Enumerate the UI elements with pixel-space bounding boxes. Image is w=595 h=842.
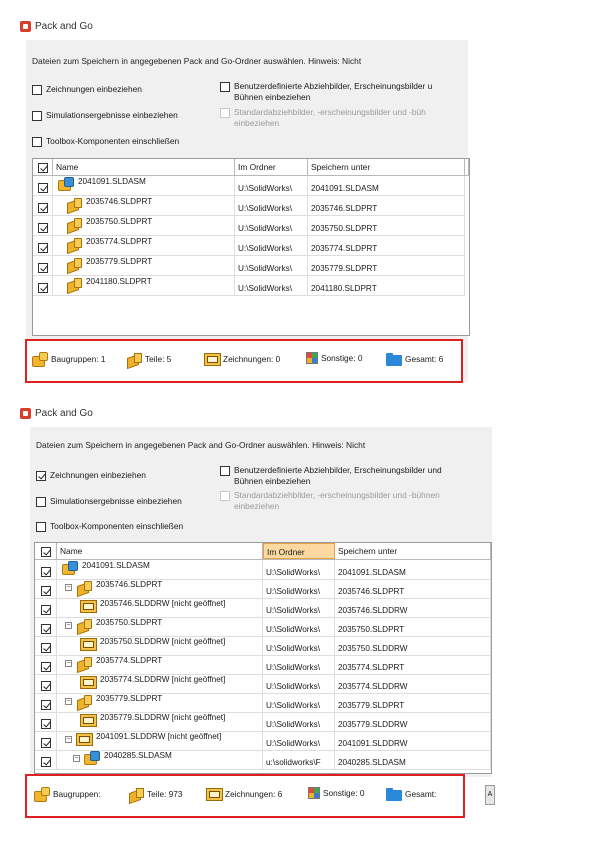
row-folder: U:\SolidWorks\ xyxy=(235,176,308,195)
select-all-checkbox[interactable] xyxy=(41,547,51,557)
table-row[interactable] xyxy=(35,750,491,770)
include-simulation-label: Simulationsergebnisse einbeziehen xyxy=(50,496,182,506)
row-name: 2041091.SLDDRW [nicht geöffnet] xyxy=(96,732,222,741)
row-name: 2041180.SLDPRT xyxy=(86,277,152,286)
row-name-cell xyxy=(57,560,263,579)
solidworks-app-icon xyxy=(20,21,31,32)
row-name: 2041091.SLDASM xyxy=(78,177,146,186)
row-check-cell xyxy=(33,176,53,195)
collapse-toggle[interactable]: − xyxy=(66,736,71,743)
row-checkbox[interactable] xyxy=(41,605,51,615)
drawing-icon xyxy=(75,732,93,746)
row-name: 2035774.SLDPRT xyxy=(86,237,153,246)
table-row[interactable] xyxy=(35,712,491,732)
row-save-as: 2041091.SLDASM xyxy=(308,176,465,195)
include-simulation-option[interactable] xyxy=(36,496,182,507)
parts-count xyxy=(125,351,171,367)
row-folder: U:\SolidWorks\ xyxy=(235,256,308,275)
row-check-cell xyxy=(35,655,57,674)
row-name: 2035750.SLDPRT xyxy=(86,217,153,226)
row-folder: U:\SolidWorks\ xyxy=(235,236,308,255)
include-drawings-label: Zeichnungen einbeziehen xyxy=(50,470,146,480)
hint-text: Dateien zum Speichern in angegebenen Pack and Go-Ordner auswählen. Hinweis: Nicht xyxy=(36,440,366,450)
column-in-folder[interactable]: Im Ordner xyxy=(263,543,335,559)
total-count-text: Gesamt: xyxy=(405,789,437,799)
status-summary-bar xyxy=(25,339,463,383)
row-checkbox[interactable] xyxy=(41,681,51,691)
column-extra[interactable] xyxy=(465,159,469,175)
pack-and-go-panel-2 xyxy=(0,395,595,842)
include-toolbox-option[interactable] xyxy=(32,136,179,147)
row-name: 2035746.SLDPRT xyxy=(96,580,163,589)
collapse-toggle[interactable]: − xyxy=(74,755,79,762)
include-standard-decals-label xyxy=(234,490,440,512)
table-header xyxy=(35,543,491,560)
column-name[interactable]: Name xyxy=(57,543,263,559)
include-standard-decals-option xyxy=(220,490,440,512)
drawings-count xyxy=(203,351,280,367)
row-name: 2035779.SLDDRW [nicht geöffnet] xyxy=(100,713,226,722)
part-icon xyxy=(125,351,143,367)
assembly-icon xyxy=(31,351,49,367)
row-folder: U:\SolidWorks\ xyxy=(263,598,335,617)
part-icon xyxy=(65,197,83,211)
standard-decals-line-1: Standardabziehbilder, -erscheinungsbilder und -büh xyxy=(234,107,426,117)
row-checkbox[interactable] xyxy=(38,263,48,273)
part-icon xyxy=(75,580,93,594)
table-row[interactable] xyxy=(35,693,491,713)
dialog-body xyxy=(30,427,492,777)
window-titlebar xyxy=(20,18,93,34)
row-checkbox[interactable] xyxy=(38,223,48,233)
include-toolbox-checkbox[interactable] xyxy=(32,137,42,147)
assembly-icon xyxy=(33,786,51,802)
drawing-icon xyxy=(79,675,97,689)
row-folder: U:\SolidWorks\ xyxy=(263,693,335,712)
drawing-icon xyxy=(79,637,97,651)
row-name-cell xyxy=(53,216,235,235)
row-save-as: 2040285.SLDASM xyxy=(335,750,491,769)
row-checkbox[interactable] xyxy=(41,662,51,672)
other-files-icon xyxy=(307,786,321,800)
assemblies-count xyxy=(31,351,105,367)
row-check-cell xyxy=(35,731,57,750)
table-row[interactable] xyxy=(35,560,491,580)
row-name-cell xyxy=(57,655,263,674)
standard-decals-line-1: Standardabziehbilder, -erscheinungsbilder und -bühnen xyxy=(234,490,440,500)
row-save-as: 2035774.SLDDRW xyxy=(335,674,491,693)
include-drawings-checkbox[interactable] xyxy=(36,471,46,481)
parts-count-text: Teile: 973 xyxy=(147,789,183,799)
row-name-cell xyxy=(57,579,263,598)
row-name-cell xyxy=(57,731,263,750)
table-row[interactable] xyxy=(35,674,491,694)
row-name-cell xyxy=(57,617,263,636)
row-name: 2035774.SLDPRT xyxy=(96,656,163,665)
row-name-cell xyxy=(53,256,235,275)
row-name-cell xyxy=(57,750,263,769)
row-checkbox[interactable] xyxy=(41,643,51,653)
row-check-cell xyxy=(33,256,53,275)
row-name-cell xyxy=(53,176,235,195)
row-save-as: 2035750.SLDPRT xyxy=(308,216,465,235)
table-header xyxy=(33,159,469,176)
total-count xyxy=(385,786,436,802)
drawing-icon xyxy=(203,351,221,367)
row-folder: U:\SolidWorks\ xyxy=(235,276,308,295)
row-name: 2040285.SLDASM xyxy=(104,751,172,760)
collapse-toggle[interactable]: − xyxy=(66,622,71,629)
table-row[interactable] xyxy=(35,598,491,618)
table-row[interactable] xyxy=(33,196,465,216)
row-checkbox[interactable] xyxy=(38,183,48,193)
column-name[interactable]: Name xyxy=(53,159,235,175)
include-toolbox-label: Toolbox-Komponenten einschließen xyxy=(46,136,180,146)
drawing-icon xyxy=(79,599,97,613)
include-standard-decals-option xyxy=(220,107,426,129)
collapse-toggle[interactable]: − xyxy=(66,584,71,591)
standard-decals-line-2: einbeziehen xyxy=(234,501,280,511)
window-titlebar xyxy=(20,405,93,421)
drawings-count xyxy=(205,786,282,802)
row-checkbox[interactable] xyxy=(41,586,51,596)
row-folder: U:\SolidWorks\ xyxy=(263,731,335,750)
select-all-checkbox[interactable] xyxy=(38,163,48,173)
collapse-toggle[interactable]: − xyxy=(66,698,71,705)
row-name-cell xyxy=(53,196,235,215)
include-custom-decals-checkbox[interactable] xyxy=(220,82,230,92)
include-custom-decals-option[interactable] xyxy=(220,81,432,103)
pack-and-go-panel-1 xyxy=(0,0,595,390)
column-in-folder[interactable]: Im Ordner xyxy=(235,159,308,175)
include-standard-decals-checkbox xyxy=(220,108,230,118)
row-checkbox[interactable] xyxy=(38,243,48,253)
part-icon xyxy=(75,618,93,632)
other-files-icon xyxy=(305,351,319,365)
other-count-text: Sonstige: 0 xyxy=(323,788,365,798)
row-folder: U:\SolidWorks\ xyxy=(263,636,335,655)
row-name-cell xyxy=(57,693,263,712)
row-check-cell xyxy=(35,750,57,769)
include-toolbox-option[interactable] xyxy=(36,521,183,532)
window-title: Pack and Go xyxy=(35,20,93,32)
table-row[interactable] xyxy=(35,636,491,656)
part-icon xyxy=(65,237,83,251)
include-standard-decals-checkbox xyxy=(220,491,230,501)
include-simulation-option[interactable] xyxy=(32,110,178,121)
include-custom-decals-option[interactable] xyxy=(220,465,442,487)
table-row[interactable] xyxy=(33,236,465,256)
row-name: 2041091.SLDASM xyxy=(82,561,150,570)
row-check-cell xyxy=(33,276,53,295)
column-save-as[interactable]: Speichern unter xyxy=(335,543,491,559)
row-folder: U:\SolidWorks\ xyxy=(263,655,335,674)
row-check-cell xyxy=(35,712,57,731)
row-check-cell xyxy=(35,579,57,598)
other-count xyxy=(307,786,365,800)
drawing-icon xyxy=(79,713,97,727)
assemblies-count xyxy=(33,786,101,802)
other-count-text: Sonstige: 0 xyxy=(321,353,363,363)
action-button-edge[interactable]: A xyxy=(485,785,495,805)
table-row[interactable] xyxy=(33,216,465,236)
assembly-icon xyxy=(57,177,75,191)
file-table xyxy=(32,158,470,336)
file-table xyxy=(34,542,492,774)
row-check-cell xyxy=(33,196,53,215)
part-icon xyxy=(127,786,145,802)
row-name: 2035750.SLDDRW [nicht geöffnet] xyxy=(100,637,226,646)
part-icon xyxy=(65,257,83,271)
include-simulation-checkbox[interactable] xyxy=(32,111,42,121)
part-icon xyxy=(75,694,93,708)
assembly-icon xyxy=(83,751,101,765)
row-checkbox[interactable] xyxy=(41,757,51,767)
collapse-toggle[interactable]: − xyxy=(66,660,71,667)
table-row[interactable] xyxy=(35,579,491,599)
row-checkbox[interactable] xyxy=(38,283,48,293)
drawings-count-text: Zeichnungen: 0 xyxy=(223,354,281,364)
include-custom-decals-label xyxy=(234,81,432,103)
row-save-as: 2041091.SLDDRW xyxy=(335,731,491,750)
row-name-cell xyxy=(53,276,235,295)
include-custom-decals-checkbox[interactable] xyxy=(220,466,230,476)
include-drawings-checkbox[interactable] xyxy=(32,85,42,95)
include-custom-decals-label xyxy=(234,465,442,487)
row-checkbox[interactable] xyxy=(41,567,51,577)
row-checkbox[interactable] xyxy=(38,203,48,213)
row-name-cell xyxy=(57,598,263,617)
row-name: 2035746.SLDPRT xyxy=(86,197,153,206)
total-count-text: Gesamt: 6 xyxy=(405,354,444,364)
column-save-as[interactable]: Speichern unter xyxy=(308,159,465,175)
table-row[interactable] xyxy=(33,276,465,296)
folder-icon xyxy=(385,351,403,367)
row-folder: U:\SolidWorks\ xyxy=(235,196,308,215)
drawings-count-text: Zeichnungen: 6 xyxy=(225,789,283,799)
dialog-body xyxy=(26,40,468,382)
parts-count-text: Teile: 5 xyxy=(145,354,172,364)
row-save-as: 2035779.SLDPRT xyxy=(335,693,491,712)
include-simulation-label: Simulationsergebnisse einbeziehen xyxy=(46,110,178,120)
window-title: Pack and Go xyxy=(35,407,93,419)
select-all-column[interactable] xyxy=(33,159,53,175)
row-name: 2035779.SLDPRT xyxy=(96,694,163,703)
row-folder: U:\SolidWorks\ xyxy=(263,712,335,731)
row-save-as: 2035750.SLDDRW xyxy=(335,636,491,655)
table-row[interactable] xyxy=(33,176,465,196)
row-folder: u:\solidworks\F xyxy=(263,750,335,769)
other-count xyxy=(305,351,363,365)
include-simulation-checkbox[interactable] xyxy=(36,497,46,507)
row-check-cell xyxy=(35,617,57,636)
row-check-cell xyxy=(35,560,57,579)
total-count xyxy=(385,351,443,367)
row-name-cell xyxy=(57,712,263,731)
row-save-as: 2035746.SLDPRT xyxy=(308,196,465,215)
custom-decals-line-1: Benutzerdefinierte Abziehbilder, Erscheinungsbilder und xyxy=(234,465,442,475)
row-save-as: 2035746.SLDDRW xyxy=(335,598,491,617)
row-checkbox[interactable] xyxy=(41,738,51,748)
drawing-icon xyxy=(205,786,223,802)
row-name: 2035774.SLDDRW [nicht geöffnet] xyxy=(100,675,226,684)
row-folder: U:\SolidWorks\ xyxy=(263,579,335,598)
row-save-as: 2035779.SLDDRW xyxy=(335,712,491,731)
row-name-cell xyxy=(57,674,263,693)
include-drawings-option[interactable] xyxy=(32,84,142,95)
row-save-as: 2041180.SLDPRT xyxy=(308,276,465,295)
include-drawings-label: Zeichnungen einbeziehen xyxy=(46,84,142,94)
select-all-column[interactable] xyxy=(35,543,57,559)
include-standard-decals-label xyxy=(234,107,426,129)
custom-decals-line-1: Benutzerdefinierte Abziehbilder, Erscheinungsbilder u xyxy=(234,81,433,91)
row-save-as: 2035779.SLDPRT xyxy=(308,256,465,275)
row-save-as: 2041091.SLDASM xyxy=(335,560,491,579)
custom-decals-line-2: Bühnen einbeziehen xyxy=(234,476,311,486)
row-folder: U:\SolidWorks\ xyxy=(263,617,335,636)
row-save-as: 2035774.SLDPRT xyxy=(308,236,465,255)
part-icon xyxy=(65,277,83,291)
row-check-cell xyxy=(35,693,57,712)
row-name: 2035746.SLDDRW [nicht geöffnet] xyxy=(100,599,226,608)
row-save-as: 2035750.SLDPRT xyxy=(335,617,491,636)
assembly-icon xyxy=(61,561,79,575)
include-drawings-option[interactable] xyxy=(36,470,146,481)
assemblies-count-text: Baugruppen: 1 xyxy=(51,354,106,364)
row-check-cell xyxy=(35,636,57,655)
hint-text: Dateien zum Speichern in angegebenen Pack and Go-Ordner auswählen. Hinweis: Nicht xyxy=(32,56,362,66)
row-name: 2035779.SLDPRT xyxy=(86,257,153,266)
table-row[interactable] xyxy=(35,655,491,675)
table-row[interactable] xyxy=(35,617,491,637)
row-checkbox[interactable] xyxy=(41,719,51,729)
row-check-cell xyxy=(35,674,57,693)
part-icon xyxy=(65,217,83,231)
row-folder: U:\SolidWorks\ xyxy=(235,216,308,235)
include-toolbox-checkbox[interactable] xyxy=(36,522,46,532)
row-check-cell xyxy=(35,598,57,617)
row-folder: U:\SolidWorks\ xyxy=(263,560,335,579)
row-save-as: 2035746.SLDPRT xyxy=(335,579,491,598)
row-checkbox[interactable] xyxy=(41,624,51,634)
part-icon xyxy=(75,656,93,670)
row-checkbox[interactable] xyxy=(41,700,51,710)
standard-decals-line-2: einbeziehen xyxy=(234,118,280,128)
row-name-cell xyxy=(57,636,263,655)
parts-count xyxy=(127,786,183,802)
solidworks-app-icon xyxy=(20,408,31,419)
row-folder: U:\SolidWorks\ xyxy=(263,674,335,693)
row-name-cell xyxy=(53,236,235,255)
row-check-cell xyxy=(33,236,53,255)
row-save-as: 2035774.SLDPRT xyxy=(335,655,491,674)
status-summary-bar xyxy=(25,774,465,818)
table-row[interactable] xyxy=(35,731,491,751)
row-check-cell xyxy=(33,216,53,235)
assemblies-count-text: Baugruppen: xyxy=(53,789,101,799)
table-row[interactable] xyxy=(33,256,465,276)
folder-icon xyxy=(385,786,403,802)
include-toolbox-label: Toolbox-Komponenten einschließen xyxy=(50,521,184,531)
custom-decals-line-2: Bühnen einbeziehen xyxy=(234,92,311,102)
row-name: 2035750.SLDPRT xyxy=(96,618,163,627)
